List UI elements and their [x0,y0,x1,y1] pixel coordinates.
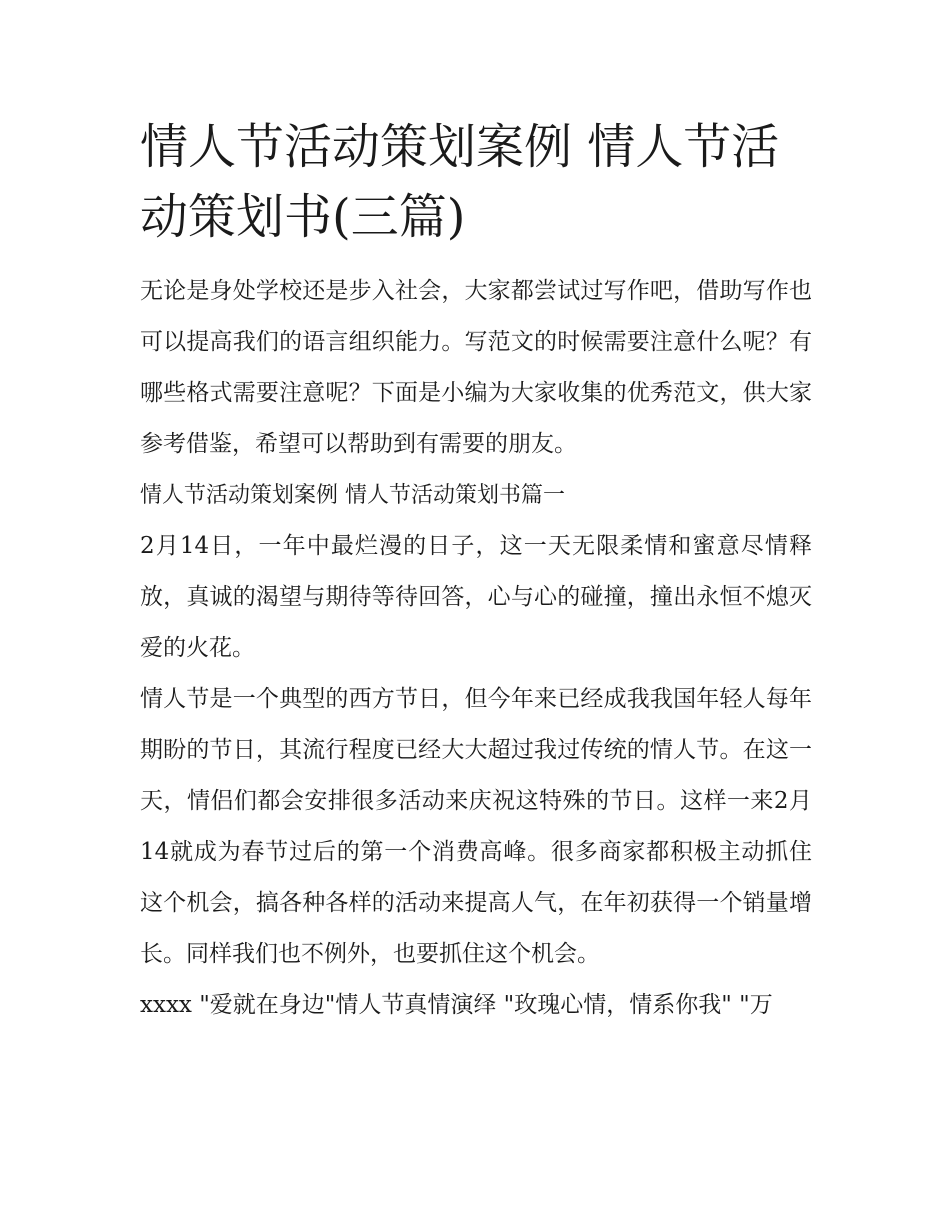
intro-paragraph: 无论是身处学校还是步入社会，大家都尝试过写作吧，借助写作也可以提高我们的语言组织能力。写范文的时候需要注意什么呢？有哪些格式需要注意呢？下面是小编为大家收集的优秀范文，供大家参考借鉴，希望可以帮助到有需要的朋友。 [140,278,812,457]
body-paragraph-date: 2月14日，一年中最烂漫的日子，这一天无限柔情和蜜意尽情释放，真诚的渴望与期待等待回答，心与心的碰撞，撞出永恒不熄灭爱的火花。 [140,533,812,661]
document-title: 情人节活动策划案例 情人节活动策划书(三篇) [140,119,780,245]
section-heading: 情人节活动策划案例 情人节活动策划书篇一 [140,483,565,508]
document-body [140,112,812,1031]
body-paragraph-theme: xxxx "爱就在身边"情人节真情演绎 "玫瑰心情，情系你我" "万 [140,992,773,1018]
body-paragraph-background: 情人节是一个典型的西方节日，但今年来已经成我我国年轻人每年期盼的节日，其流行程度已经大大超过我过传统的情人节。在这一天，情侣们都会安排很多活动来庆祝这特殊的节日。这样一来2月14就成为春节过后的第一个消费高峰。很多商家都积极主动抓住这个机会，搞各种各样的活动来提高人气，在年初获得一个销量增长。同样我们也不例外，也要抓住这个机会。 [140,686,812,967]
